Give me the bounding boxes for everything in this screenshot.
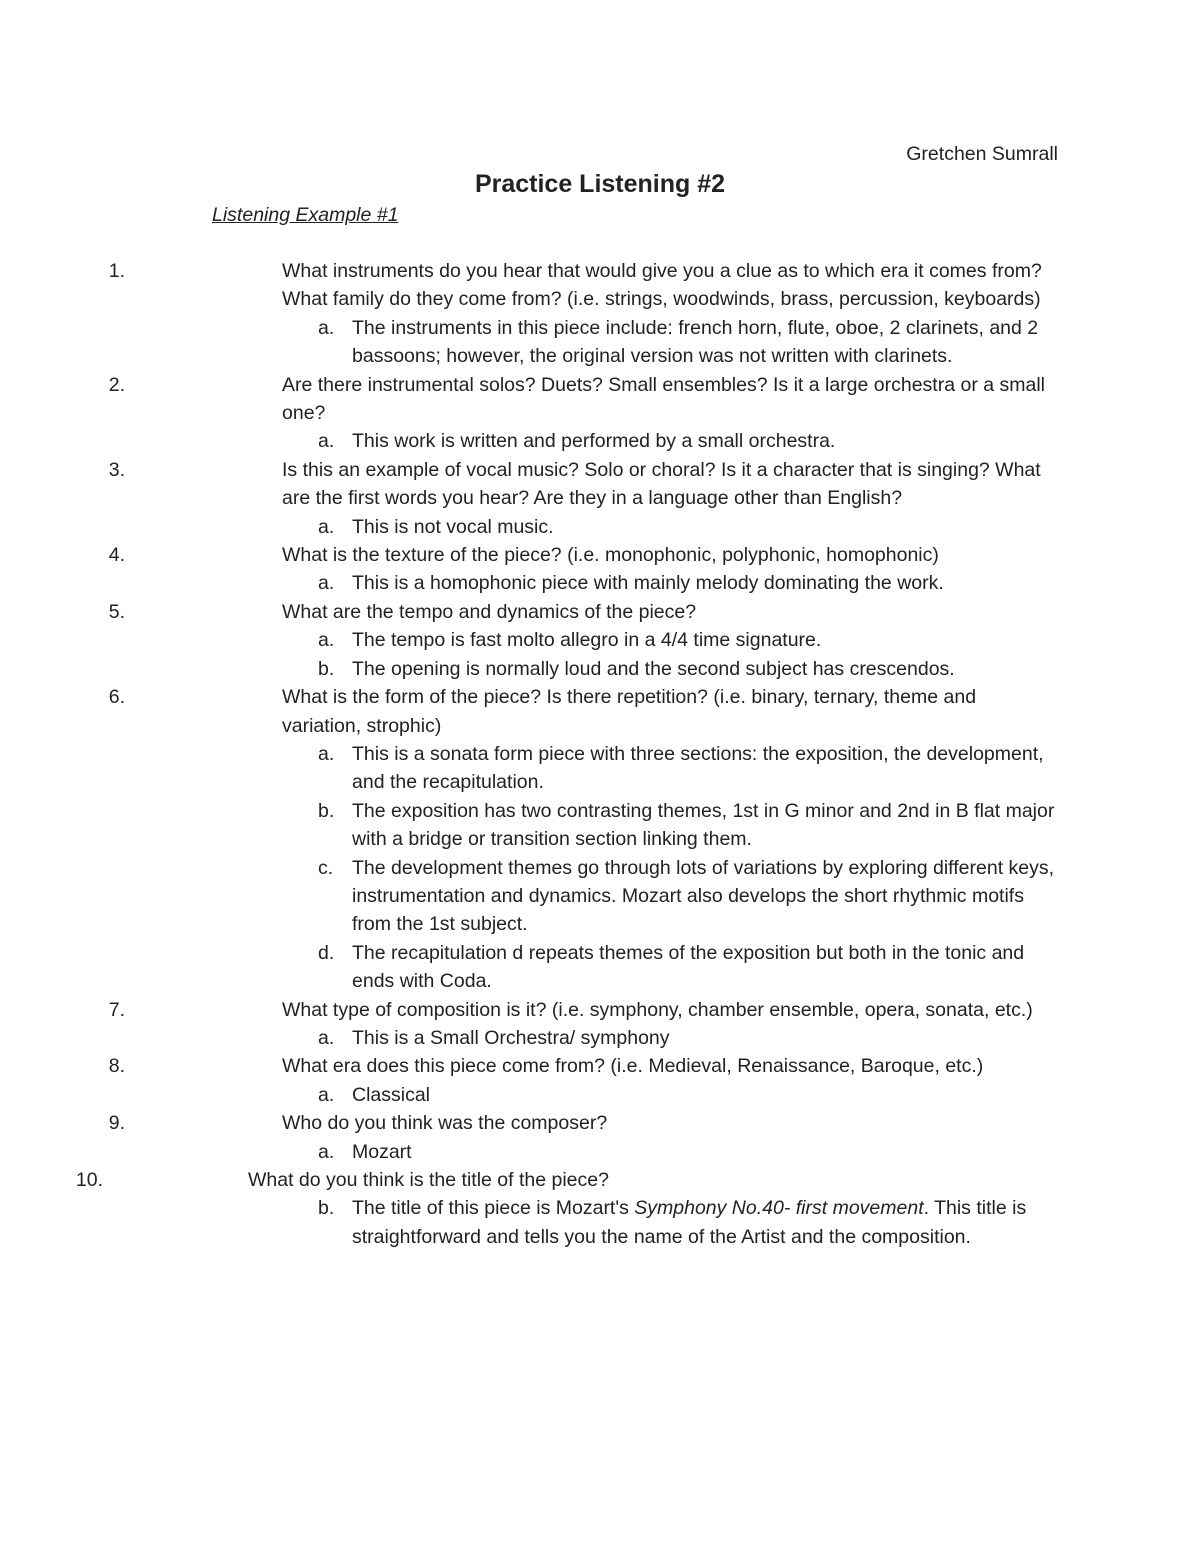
answer-item <box>0 797 1060 854</box>
answer-text: This work is written and performed by a small orchestra. <box>352 430 836 453</box>
question-text: Is this an example of vocal music? Solo or choral? Is it a character that is singing? What are the first words you hear? Are they in a language other than English? <box>282 458 1041 510</box>
question-text: What are the tempo and dynamics of the piece? <box>282 600 697 623</box>
question-item-1 <box>0 257 1060 314</box>
answer-letter: b. <box>318 657 335 680</box>
answer-letter: d. <box>318 941 335 964</box>
question-number: 9. <box>108 1112 125 1135</box>
answer-item <box>0 569 1060 597</box>
answer-text: The exposition has two contrasting themes, 1st in G minor and 2nd in B flat major with a bridge or transition section linking them. <box>352 799 1055 851</box>
answer-letter: a. <box>318 1140 335 1163</box>
question-text: What is the texture of the piece? (i.e. monophonic, polyphonic, homophonic) <box>282 544 939 567</box>
question-number: 1. <box>108 260 125 282</box>
question-number: 3. <box>108 458 125 481</box>
answer-letter: a. <box>318 430 335 453</box>
question-item-5 <box>0 598 1060 626</box>
page-title: Practice Listening #2 <box>474 170 726 198</box>
answer-text: This is a sonata form piece with three sections: the exposition, the development, and the recapitulation. <box>352 742 1044 794</box>
question-item-3 <box>0 456 1060 513</box>
answer-item <box>0 427 1060 455</box>
answer-text: This is a Small Orchestra/ symphony <box>352 1026 670 1049</box>
question-text: Are there instrumental solos? Duets? Small ensembles? Is it a large orchestra or a small one? <box>282 373 1046 425</box>
question-item-9 <box>0 1109 1060 1137</box>
question-number: 5. <box>108 600 125 623</box>
answer-letter: a. <box>318 1083 335 1106</box>
answer-text: The tempo is fast molto allegro in a 4/4 time signature. <box>352 629 822 652</box>
answer-item <box>0 1138 1060 1166</box>
answer-text-pre: The title of this piece is Mozart's <box>352 1197 635 1220</box>
question-item-6 <box>0 683 1060 740</box>
question-number: 7. <box>108 998 125 1021</box>
question-text: What era does this piece come from? (i.e. Medieval, Renaissance, Baroque, etc.) <box>282 1055 984 1078</box>
answer-item <box>0 513 1060 541</box>
answer-text: Classical <box>352 1083 431 1106</box>
answer-item <box>0 740 1060 797</box>
answer-text-title: Symphony No.40- first movement <box>634 1197 924 1220</box>
answer-letter: b. <box>318 1197 335 1220</box>
question-text: What instruments do you hear that would give you a clue as to which era it comes from? What family do they come from? (i.e. strings, woodwinds, brass, percussion, keyboards) <box>282 260 1042 311</box>
answer-letter: c. <box>318 856 334 879</box>
question-text: What type of composition is it? (i.e. symphony, chamber ensemble, opera, sonata, etc.) <box>282 998 1033 1021</box>
answer-letter: a. <box>318 742 335 765</box>
answer-letter: a. <box>318 629 335 652</box>
author-name: Gretchen Sumrall <box>906 143 1058 165</box>
answer-item <box>0 314 1060 371</box>
answer-text: Mozart <box>352 1140 412 1163</box>
question-item-4 <box>0 541 1060 569</box>
question-text: What is the form of the piece? Is there repetition? (i.e. binary, ternary, theme and variation, strophic) <box>282 686 977 737</box>
answer-item <box>0 1194 1060 1251</box>
answer-letter: a. <box>318 572 335 595</box>
answer-item <box>0 626 1060 654</box>
question-number: 6. <box>108 686 125 709</box>
question-item-7 <box>0 996 1060 1024</box>
section-heading: Listening Example #1 <box>212 204 399 226</box>
answer-letter: b. <box>318 799 335 822</box>
question-number: 10. <box>75 1169 103 1191</box>
question-item-2 <box>0 371 1060 428</box>
answer-text-post: . This title is straightforward and tells you the name of the Artist and the composition. <box>352 1197 1027 1248</box>
answer-text: The opening is normally loud and the second subject has crescendos. <box>352 657 955 680</box>
question-item-10 <box>0 1166 1060 1194</box>
question-number: 8. <box>108 1055 125 1078</box>
answer-text: The instruments in this piece include: french horn, flute, oboe, 2 clarinets, and 2 bassoons; however, the original version was not written with clarinets. <box>352 316 1039 368</box>
answer-item <box>0 939 1060 996</box>
answer-text: The development themes go through lots of variations by exploring different keys, instrumentation and dynamics. Mozart also develops the short rhythmic motifs from the 1st subject. <box>352 856 1055 936</box>
answer-letter: a. <box>318 515 335 538</box>
answer-letter: a. <box>318 1026 335 1049</box>
answer-letter: a. <box>318 316 335 339</box>
answer-item <box>0 1024 1060 1052</box>
answer-item <box>0 854 1060 939</box>
answer-item <box>0 655 1060 683</box>
answer-text: This is not vocal music. <box>352 515 554 538</box>
question-number: 4. <box>108 544 125 567</box>
question-text: What do you think is the title of the piece? <box>248 1169 609 1191</box>
answer-item <box>0 1081 1060 1109</box>
question-list <box>0 257 1200 1251</box>
answer-text: The recapitulation d repeats themes of the exposition but both in the tonic and ends with Coda. <box>352 941 1025 993</box>
answer-text: This is a homophonic piece with mainly melody dominating the work. <box>352 572 944 595</box>
question-text: Who do you think was the composer? <box>282 1112 608 1135</box>
question-item-8 <box>0 1052 1060 1080</box>
question-number: 2. <box>108 373 125 396</box>
